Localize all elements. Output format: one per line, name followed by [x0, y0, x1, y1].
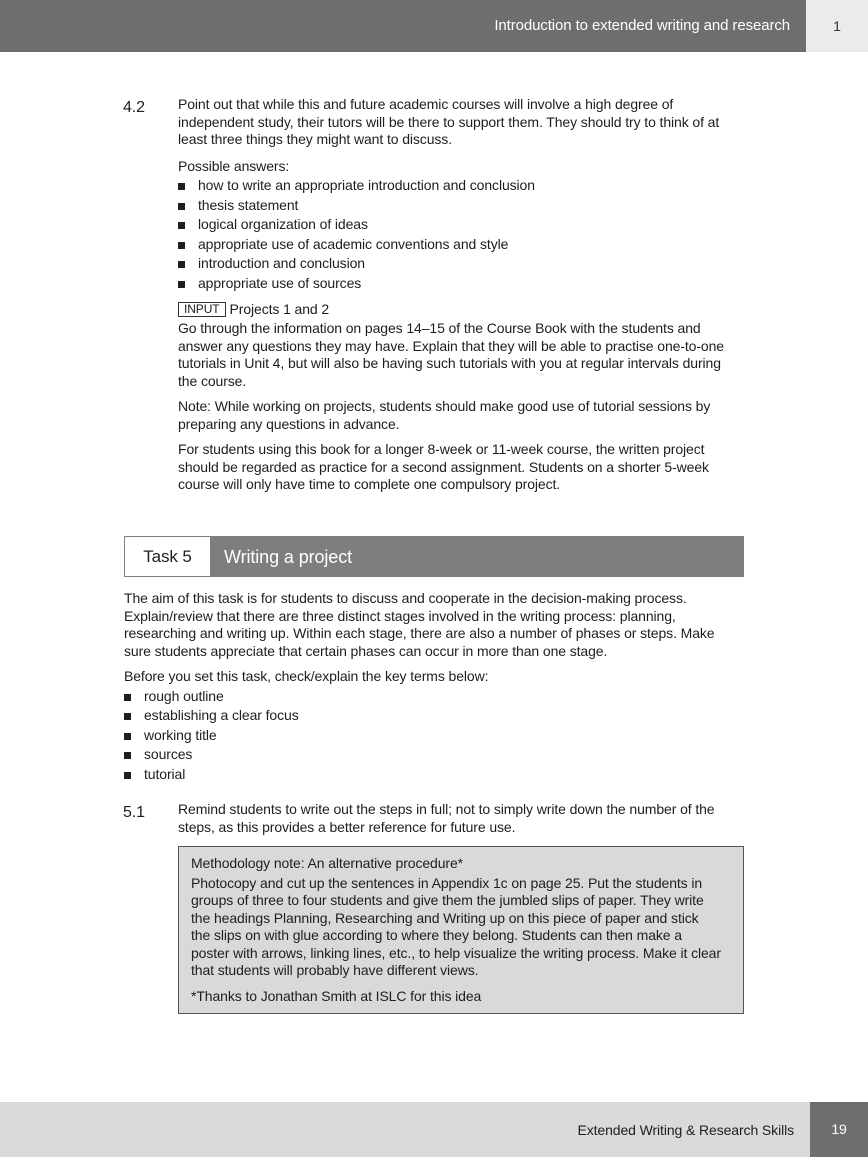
section-number-4-2: 4.2: [123, 99, 145, 116]
list-item: establishing a clear focus: [124, 706, 738, 726]
task-5-header: [124, 536, 744, 577]
task-title: Writing a project: [224, 547, 353, 567]
input-heading: [178, 301, 738, 319]
page-footer: [0, 1102, 868, 1157]
list-item: appropriate use of sources: [178, 274, 738, 294]
page-header: [0, 0, 868, 52]
input-paragraph: Go through the information on pages 14–15 of the Course Book with the students and answer any questions they may have. Explain that they will be able to practise one-to-one tutorials in Unit 4, but will also be having such tutorials with you at regular intervals during the course.: [178, 320, 724, 389]
task-aim-paragraph: The aim of this task is for students to discuss and cooperate in the decision-making process. Explain/review that there are three distinct stages involved in the writing process: planning, researching and writing up. Within each stage, there are also a number of phases or steps. Make sure students appreciate that certain phases can occur in more than one stage.: [124, 590, 715, 659]
list-item: working title: [124, 726, 738, 746]
methodology-note-title: Methodology note: An alternative procedure*: [191, 855, 463, 871]
list-item: thesis statement: [178, 196, 738, 216]
methodology-note-credit: *Thanks to Jonathan Smith at ISLC for this idea: [191, 987, 482, 1004]
list-item: sources: [124, 745, 738, 765]
longer-course-paragraph: For students using this book for a longer 8-week or 11-week course, the written project should be regarded as practice for a second assignment. Students on a shorter 5-week course will only have time to complete one compulsory project.: [178, 441, 709, 493]
possible-answers-list: [178, 176, 738, 294]
key-terms-intro: Before you set this task, check/explain the key terms below:: [124, 668, 489, 684]
list-item: how to write an appropriate introduction and conclusion: [178, 176, 738, 196]
task-label: Task 5: [125, 537, 210, 576]
header-title: Introduction to extended writing and research: [494, 17, 790, 34]
list-item: tutorial: [124, 765, 738, 785]
methodology-note-box: [178, 846, 744, 1014]
section-4-2: [178, 96, 738, 494]
list-item: introduction and conclusion: [178, 254, 738, 274]
input-tag: INPUT: [178, 302, 226, 317]
section-5-1-text: Remind students to write out the steps in full; not to simply write down the number of the steps, as this provides a better reference for future use.: [178, 801, 715, 835]
methodology-note-body: Photocopy and cut up the sentences in Appendix 1c on page 25. Put the students in groups of three to four students and give them the jumbled slips of paper. They write the headings Planning, Researching and Writing up on this piece of paper and stick the slips on with glue according to where they belong. Students can then make a poster with arrows, linking lines, etc., to help visualize the writing process. Make it clear that students will probably have different views.: [191, 874, 721, 978]
section-number-5-1: 5.1: [123, 804, 145, 821]
input-title: Projects 1 and 2: [229, 300, 330, 317]
header-page-label: 1: [806, 0, 868, 52]
key-terms-list: [124, 687, 738, 785]
task-5-body: [124, 590, 738, 784]
note-paragraph: Note: While working on projects, students should make good use of tutorial sessions by preparing any questions in advance.: [178, 398, 711, 432]
list-item: appropriate use of academic conventions and style: [178, 235, 738, 255]
footer-page-number: 19: [810, 1102, 868, 1157]
footer-title: Extended Writing & Research Skills: [577, 1122, 794, 1138]
possible-answers-label: Possible answers:: [178, 157, 290, 174]
list-item: logical organization of ideas: [178, 215, 738, 235]
list-item: rough outline: [124, 687, 738, 707]
section-4-2-intro: Point out that while this and future academic courses will involve a high degree of independent study, their tutors will be there to support them. They should try to think of at least three things they might want to discuss.: [178, 96, 720, 147]
